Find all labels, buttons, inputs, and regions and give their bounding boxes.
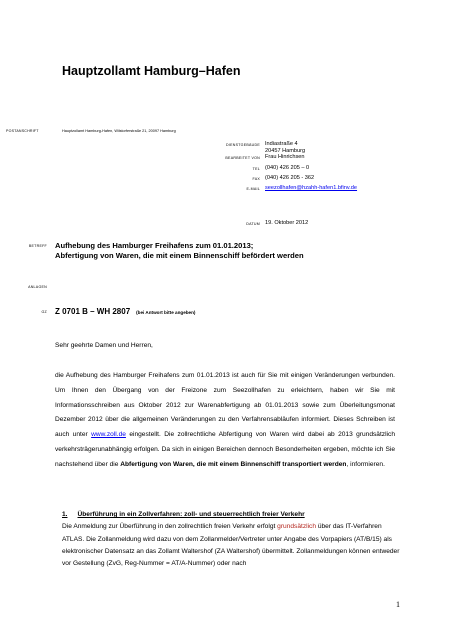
section-1 (62, 509, 402, 570)
dienstgebaeude-label: DIENSTGEBÄUDE (225, 143, 260, 147)
gz-label: GZ (41, 310, 47, 314)
section-1-text-1: Die Anmeldung zur Überführung in den zollrechtlich freien Verkehr erfolgt (62, 523, 278, 531)
email-link[interactable]: seezollhafen@hzahh-hafen1.bfinv.de (265, 185, 358, 191)
dienstgebaeude-line1: Indiastraße 4 (265, 141, 298, 147)
page-title: Hauptzollamt Hamburg–Hafen (62, 64, 241, 78)
bearbeitet-label: BEARBEITET VON (225, 156, 260, 160)
dienstgebaeude-line2: 20457 Hamburg (265, 148, 306, 154)
zoll-website-link[interactable]: www.zoll.de (91, 431, 126, 439)
fax-label: FAX (252, 177, 260, 181)
email-label: E-MAIL (246, 187, 260, 191)
section-1-number: 1. (62, 511, 68, 518)
paragraph-text-1: die Aufhebung des Hamburger Freihafens zum 01.01.2013 ist auch für Sie mit einigen Veränderungen verbunden. Um Ihnen den Übergang von der Freizone zum Seezollhafen zu erleichtern, haben wir Sie mit Informationsschreiben aus Oktober 2012 zur Warenabfertigung ab 01.01.2013 sowie zum Überleitungsmonat Dezember 2012 über die allgemeinen Veränderungen zu den Verfahrensabläufen informiert. Dieses Schreiben ist auch unter (55, 372, 395, 439)
section-1-title: Überführung in ein Zollverfahren: zoll- und steuerrechtlich freier Verkehr (77, 511, 305, 518)
fax-value: (040) 426 205 - 362 (265, 175, 315, 181)
subject-line-1: Aufhebung des Hamburger Freihafens zum 01.01.2013; (55, 241, 254, 250)
postanschrift-label: POSTANSCHRIFT (6, 129, 39, 133)
paragraph-text-3: , informieren. (346, 460, 385, 468)
page-number: 1 (396, 600, 400, 609)
betreff-label: BETREFF (28, 244, 47, 248)
subject-line-2: Abfertigung von Waren, die mit einem Binnenschiff befördert werden (55, 251, 304, 260)
reference-number (55, 307, 195, 316)
reference-value: Z 0701 B – WH 2807 (55, 307, 131, 316)
datum-value: 19. Oktober 2012 (265, 220, 309, 226)
paragraph-bold: Abfertigung von Waren, die mit einem Binnenschiff transportiert werden (120, 460, 347, 468)
tel-value: (040) 426 205 – 0 (265, 165, 310, 171)
section-1-highlight: grundsätzlich (277, 523, 317, 531)
postanschrift-value: Hauptzollamt Hamburg-Hafen, Wilstorferstraße 21, 20097 Hamburg (62, 129, 176, 133)
anlagen-label: ANLAGEN (28, 285, 47, 289)
greeting: Sehr geehrte Damen und Herren, (55, 342, 153, 349)
section-1-heading (62, 509, 402, 521)
paragraph-text-2: eingestellt. Die zollrechtliche Abfertigung von Waren wird dabei ab 2013 grundsätzlich verkehrsträgerunabhängig erfolgen. Da sich in einigen Bereichen dennoch Besonderheiten ergeben, möchte ich Sie nachstehend über die (55, 431, 395, 468)
subject (55, 241, 435, 261)
tel-label: TEL (252, 167, 260, 171)
datum-label: DATUM (246, 222, 260, 226)
reference-note: (bei Antwort bitte angeben) (136, 310, 196, 315)
body-paragraph (55, 369, 395, 473)
section-1-text-2: über das IT-Verfahren ATLAS. Die Zollanmeldung wird dazu von dem Zollanmelder/Vertreter unter Angabe des Vorpapiers (AT/B/15) als elektronischer Datensatz an das Zollamt Waltershof (ZA Waltershof) übermittelt. Zollanmeldungen können entweder vor Gestellung (ZvG, Reg-Nummer = AT/A-Nummer) oder nach (62, 523, 400, 568)
bearbeitet-value: Frau Hinrichsen (265, 154, 305, 160)
section-1-text (62, 521, 402, 570)
